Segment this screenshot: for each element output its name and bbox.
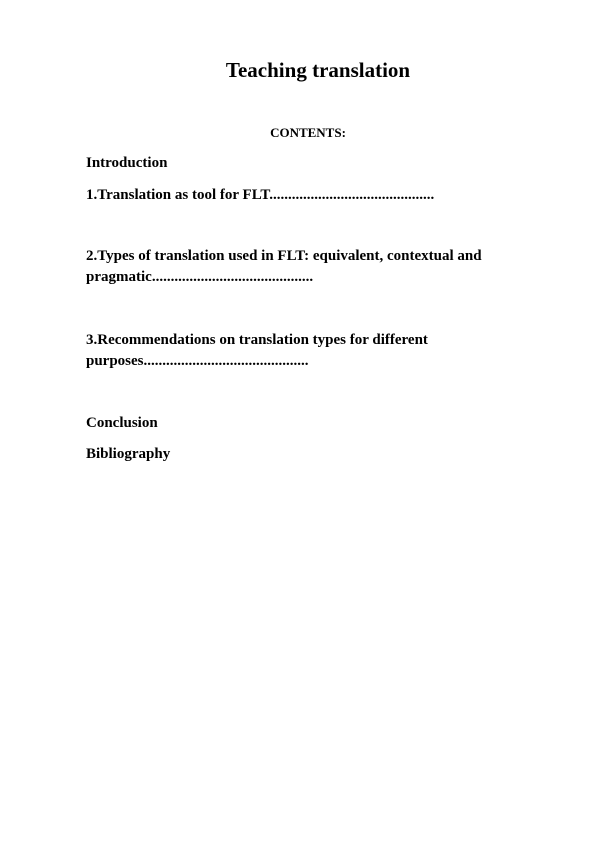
- toc-entry-2: 2.Types of translation used in FLT: equivalent, contextual and pragmatic...........................................: [86, 248, 482, 285]
- toc-entry-introduction: Introduction: [86, 155, 168, 171]
- document-title: Teaching translation: [225, 58, 411, 82]
- toc-entry-conclusion: Conclusion: [86, 415, 158, 431]
- toc-entry-3: 3.Recommendations on translation types for different purposes............................................: [86, 332, 428, 369]
- toc-entry-1: 1.Translation as tool for FLT............................................: [86, 187, 435, 203]
- toc-entry-bibliography: Bibliography: [86, 446, 171, 462]
- contents-heading: CONTENTS:: [270, 125, 346, 140]
